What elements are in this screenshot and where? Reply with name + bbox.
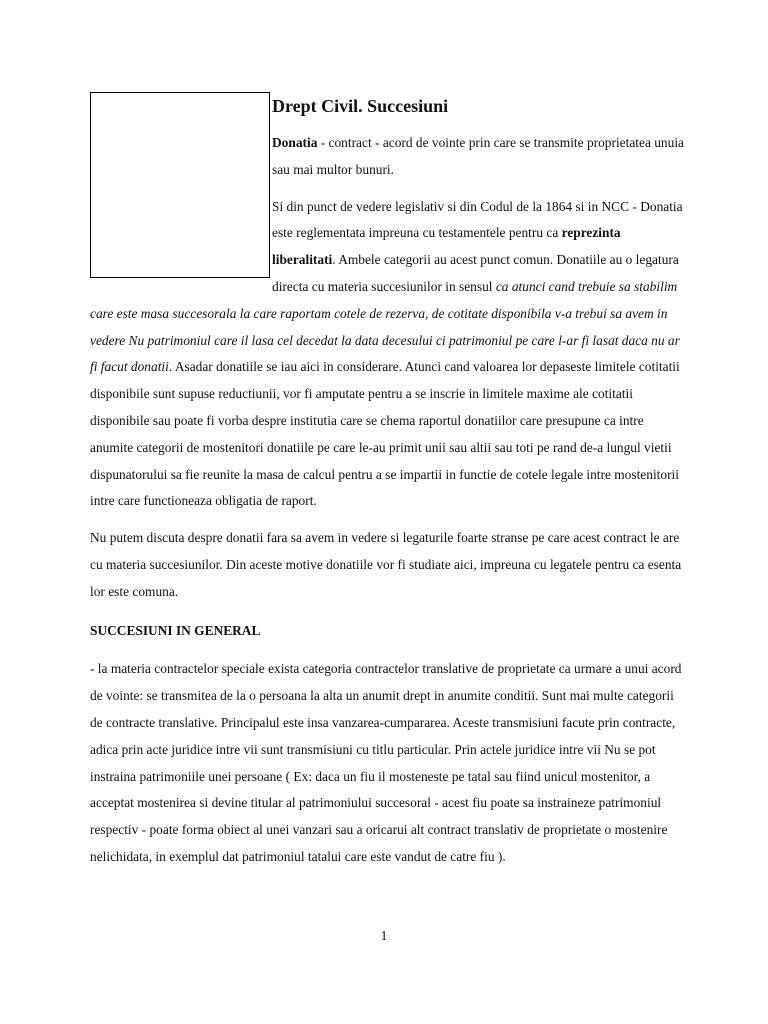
paragraph-legate: Nu putem discuta despre donatii fara sa avem in vedere si legaturile foarte stranse pe care acest contract le are cu materia succesiunilor. Din aceste motive donatiile vor fi studiate aici, impreuna cu legatele pentru ca esenta lor este comuna. <box>90 530 682 599</box>
paragraph-legislativ-part-b: . Ambele categorii au acest punct comun. Donatiile au o legatura directa cu materia succesiunilor in sensul <box>272 252 679 294</box>
document-title: Drept Civil. Succesiuni <box>272 96 449 116</box>
image-placeholder <box>90 92 270 278</box>
section-heading: SUCCESIUNI IN GENERAL <box>90 622 261 638</box>
page-number: 1 <box>380 928 388 943</box>
paragraph-donatia-text: - contract - acord de vointe prin care se transmite proprietatea unuia sau mai multor bunuri. <box>272 135 684 177</box>
paragraph-legislativ-part-c: . Asadar donatiile se iau aici in considerare. Atunci cand valoarea lor depaseste limitele cotitatii disponibile sunt supuse reductiunii, vor fi amputate pentru a se inscrie in limitele maxime ale cotitatii disponibile sau poate fi vorba despre institutia care se chema raportul donatiilor care presupune ca intre anumite categorii de mostenitori donatiile pe care le-au primit unii sau altii sau toti pe rand de-a lungul vietii dispunatorului sa fie reunite la masa de calcul pentru a se impartii in functie de cotele legale intre mostenitorii intre care functioneaza obligatia de raport. <box>90 359 680 509</box>
italic-masa-succesorala: ca atunci cand trebuie sa stabilim care este masa succesorala la care raportam cotele de rezerva, de cotitate disponibila v-a trebui sa avem in vedere Nu patrimoniul care il lasa cel decedat la data decesului ci patrimoniul pe care l-ar fi lasat daca nu ar fi facut donatii <box>90 278 680 375</box>
paragraph-legislativ-part-a: Si din punct de vedere legislativ si din Codul de la 1864 si in NCC - Donatia este reglementata impreuna cu testamentele pentru ca <box>272 198 683 241</box>
term-donatia: Donatia <box>272 135 318 150</box>
bold-liberalitati: reprezinta liberalitati <box>272 225 621 268</box>
document-page <box>90 90 686 871</box>
paragraph-contracte: - la materia contractelor speciale exista categoria contractelor translative de proprietate ca urmare a unui acord de vointe: se transmitea de la o persoana la alta un anumit drept in anumite conditii. Sunt mai multe categorii de contracte translative. Principalul este insa vanzarea-cumpararea. Aceste transmisiuni facute prin contracte, adica prin acte juridice intre vii sunt transmisiuni cu titlu particular. Prin actele juridice intre vii Nu se pot instraina patrimoniile unei persoane ( Ex: daca un fiu il mosteneste pe tatal sau fiind unicul mostenitor, a acceptat mostenirea si devine titular al patrimoniului succesoral - acest fiu poate sa instraineze patrimoniul respectiv - poate forma obiect al unei vanzari sau a oricarui alt contract translativ de proprietate o mostenire nelichidata, in exemplul dat patrimoniul tatalui care este vandut de catre fiu ). <box>90 661 682 864</box>
